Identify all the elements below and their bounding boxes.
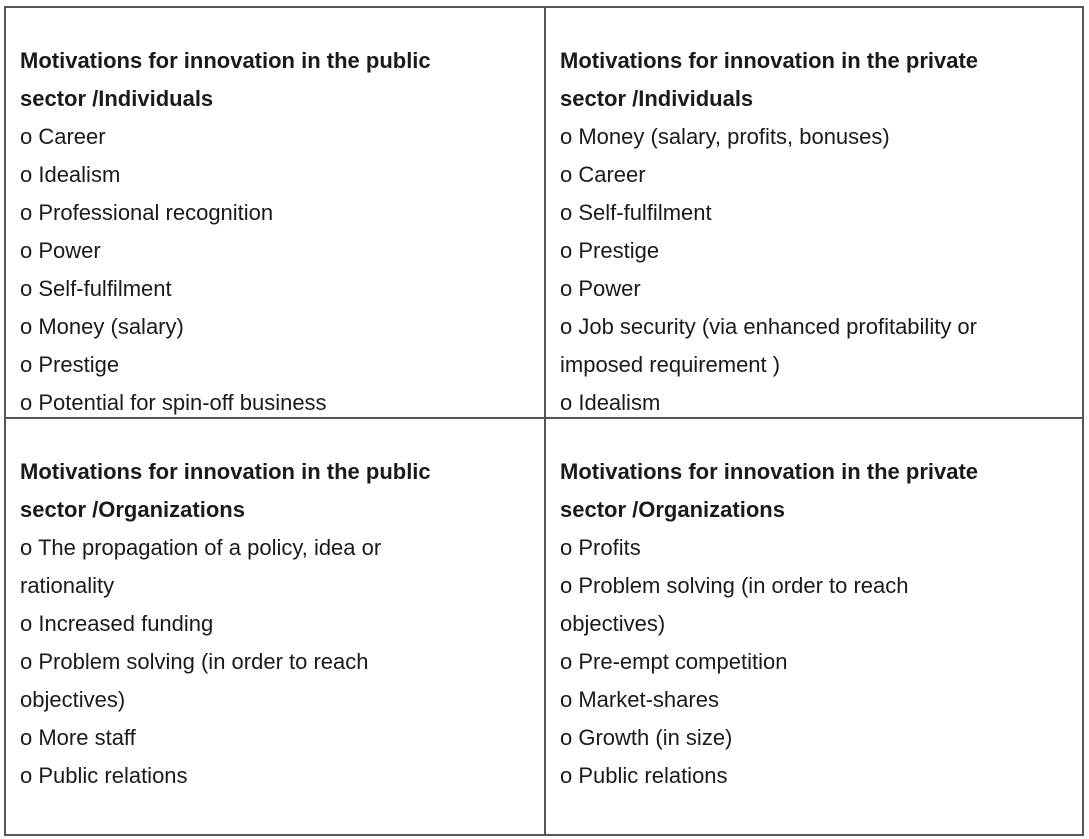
cell-public-organizations bbox=[6, 419, 546, 834]
list-item: o Money (salary, profits, bonuses) bbox=[560, 124, 890, 149]
list-item: o Power bbox=[560, 276, 641, 301]
cell-heading: Motivations for innovation in the private sector /Individuals bbox=[560, 48, 979, 111]
list-item: o Self-fulfilment bbox=[560, 200, 712, 225]
motivation-list bbox=[20, 118, 532, 422]
list-item: o Potential for spin-off business bbox=[20, 390, 327, 415]
list-item: o Idealism bbox=[560, 390, 661, 415]
list-item: o Prestige bbox=[20, 352, 120, 377]
motivation-list bbox=[560, 529, 1070, 795]
list-item: o Profits bbox=[560, 535, 641, 560]
list-item: o Problem solving (in order to reach objectives) bbox=[20, 649, 369, 712]
list-item: o Market-shares bbox=[560, 687, 719, 712]
motivations-table bbox=[4, 6, 1084, 836]
list-item: o Career bbox=[20, 124, 106, 149]
list-item: o Public relations bbox=[560, 763, 728, 788]
list-item: o Growth (in size) bbox=[560, 725, 733, 750]
list-item: o Job security (via enhanced profitability or imposed requirement ) bbox=[560, 314, 977, 377]
cell-heading: Motivations for innovation in the public sector /Organizations bbox=[20, 459, 431, 522]
cell-heading: Motivations for innovation in the private sector /Organizations bbox=[560, 459, 979, 522]
list-item: o Power bbox=[20, 238, 101, 263]
motivation-list bbox=[560, 118, 1070, 422]
list-item: o Problem solving (in order to reach objectives) bbox=[560, 573, 909, 636]
cell-heading: Motivations for innovation in the public sector /Individuals bbox=[20, 48, 431, 111]
list-item: o More staff bbox=[20, 725, 136, 750]
list-item: o Professional recognition bbox=[20, 200, 274, 225]
cell-private-individuals bbox=[546, 8, 1082, 419]
list-item: o Self-fulfilment bbox=[20, 276, 172, 301]
list-item: o The propagation of a policy, idea or rationality bbox=[20, 535, 382, 598]
cell-public-individuals bbox=[6, 8, 546, 419]
list-item: o Public relations bbox=[20, 763, 188, 788]
list-item: o Pre-empt competition bbox=[560, 649, 788, 674]
cell-private-organizations bbox=[546, 419, 1082, 834]
list-item: o Money (salary) bbox=[20, 314, 184, 339]
list-item: o Prestige bbox=[560, 238, 660, 263]
list-item: o Career bbox=[560, 162, 646, 187]
list-item: o Idealism bbox=[20, 162, 121, 187]
motivation-list bbox=[20, 529, 532, 795]
list-item: o Increased funding bbox=[20, 611, 214, 636]
